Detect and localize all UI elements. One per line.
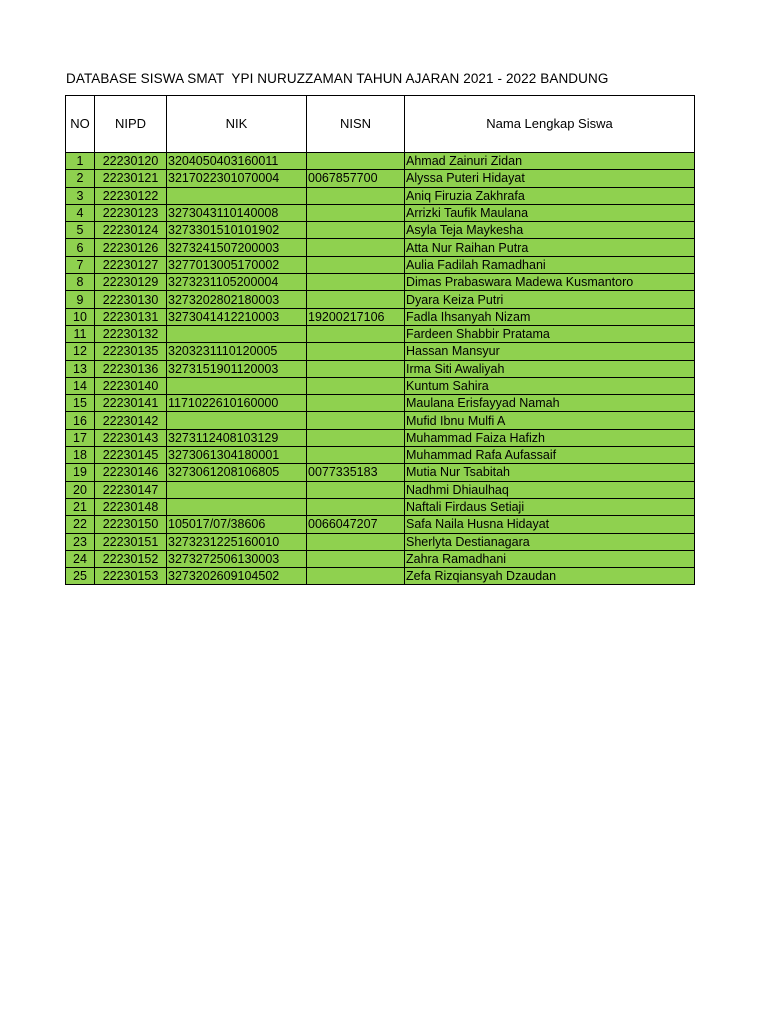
cell-nik: 3273041412210003 xyxy=(167,308,307,325)
cell-nipd: 22230135 xyxy=(95,343,167,360)
cell-nipd: 22230145 xyxy=(95,447,167,464)
cell-nipd: 22230143 xyxy=(95,429,167,446)
table-row xyxy=(66,464,695,481)
table-row xyxy=(66,308,695,325)
document-title: DATABASE SISWA SMAT YPI NURUZZAMAN TAHUN AJARAN 2021 - 2022 BANDUNG xyxy=(66,71,609,86)
cell-nipd: 22230129 xyxy=(95,274,167,291)
cell-nipd: 22230147 xyxy=(95,481,167,498)
cell-nik: 3273061208106805 xyxy=(167,464,307,481)
cell-nisn xyxy=(307,395,405,412)
cell-nik: 3203231110120005 xyxy=(167,343,307,360)
cell-no: 21 xyxy=(66,498,95,515)
cell-name: Fadla Ihsanyah Nizam xyxy=(405,308,695,325)
cell-name: Fardeen Shabbir Pratama xyxy=(405,325,695,342)
cell-nisn xyxy=(307,153,405,170)
cell-nisn xyxy=(307,550,405,567)
cell-nik: 3273202802180003 xyxy=(167,291,307,308)
cell-no: 17 xyxy=(66,429,95,446)
cell-no: 23 xyxy=(66,533,95,550)
cell-nik xyxy=(167,377,307,394)
cell-nisn xyxy=(307,447,405,464)
cell-nipd: 22230131 xyxy=(95,308,167,325)
table-row xyxy=(66,204,695,221)
cell-name: Dyara Keiza Putri xyxy=(405,291,695,308)
table-row xyxy=(66,325,695,342)
cell-no: 15 xyxy=(66,395,95,412)
cell-nik: 3204050403160011 xyxy=(167,153,307,170)
cell-nipd: 22230152 xyxy=(95,550,167,567)
cell-no: 18 xyxy=(66,447,95,464)
cell-nik: 3273231225160010 xyxy=(167,533,307,550)
cell-nipd: 22230130 xyxy=(95,291,167,308)
cell-nisn xyxy=(307,412,405,429)
cell-name: Asyla Teja Maykesha xyxy=(405,222,695,239)
cell-nisn: 0067857700 xyxy=(307,170,405,187)
cell-nisn xyxy=(307,204,405,221)
cell-nipd: 22230121 xyxy=(95,170,167,187)
cell-nisn xyxy=(307,533,405,550)
cell-no: 19 xyxy=(66,464,95,481)
cell-name: Muhammad Rafa Aufassaif xyxy=(405,447,695,464)
cell-name: Nadhmi Dhiaulhaq xyxy=(405,481,695,498)
cell-no: 20 xyxy=(66,481,95,498)
cell-name: Naftali Firdaus Setiaji xyxy=(405,498,695,515)
cell-name: Arrizki Taufik Maulana xyxy=(405,204,695,221)
cell-name: Aulia Fadilah Ramadhani xyxy=(405,256,695,273)
header-name: Nama Lengkap Siswa xyxy=(405,96,695,153)
cell-nisn xyxy=(307,256,405,273)
table-row xyxy=(66,187,695,204)
cell-name: Atta Nur Raihan Putra xyxy=(405,239,695,256)
cell-nipd: 22230122 xyxy=(95,187,167,204)
cell-name: Muhammad Faiza Hafizh xyxy=(405,429,695,446)
table-row xyxy=(66,256,695,273)
cell-name: Mutia Nur Tsabitah xyxy=(405,464,695,481)
cell-no: 9 xyxy=(66,291,95,308)
cell-nik: 3277013005170002 xyxy=(167,256,307,273)
cell-name: Safa Naila Husna Hidayat xyxy=(405,516,695,533)
table-row xyxy=(66,153,695,170)
table-row xyxy=(66,377,695,394)
cell-nik xyxy=(167,187,307,204)
table-row xyxy=(66,516,695,533)
header-nipd: NIPD xyxy=(95,96,167,153)
cell-nisn: 0066047207 xyxy=(307,516,405,533)
cell-name: Mufid Ibnu Mulfi A xyxy=(405,412,695,429)
cell-name: Ahmad Zainuri Zidan xyxy=(405,153,695,170)
cell-nisn: 19200217106 xyxy=(307,308,405,325)
cell-nipd: 22230141 xyxy=(95,395,167,412)
cell-nik xyxy=(167,498,307,515)
cell-no: 14 xyxy=(66,377,95,394)
cell-name: Hassan Mansyur xyxy=(405,343,695,360)
cell-nisn xyxy=(307,377,405,394)
cell-name: Aniq Firuzia Zakhrafa xyxy=(405,187,695,204)
cell-nisn xyxy=(307,187,405,204)
header-nik: NIK xyxy=(167,96,307,153)
cell-name: Irma Siti Awaliyah xyxy=(405,360,695,377)
cell-nipd: 22230120 xyxy=(95,153,167,170)
table-row xyxy=(66,343,695,360)
table-row xyxy=(66,395,695,412)
cell-nisn xyxy=(307,429,405,446)
cell-no: 13 xyxy=(66,360,95,377)
cell-name: Kuntum Sahira xyxy=(405,377,695,394)
cell-nisn xyxy=(307,498,405,515)
cell-nik xyxy=(167,412,307,429)
cell-no: 8 xyxy=(66,274,95,291)
table-row xyxy=(66,550,695,567)
table-row xyxy=(66,274,695,291)
cell-nik: 3273272506130003 xyxy=(167,550,307,567)
cell-no: 12 xyxy=(66,343,95,360)
cell-name: Maulana Erisfayyad Namah xyxy=(405,395,695,412)
cell-no: 24 xyxy=(66,550,95,567)
cell-nik: 3273061304180001 xyxy=(167,447,307,464)
cell-no: 22 xyxy=(66,516,95,533)
table-body xyxy=(66,153,695,585)
cell-nik: 3273151901120003 xyxy=(167,360,307,377)
cell-nisn xyxy=(307,343,405,360)
cell-no: 7 xyxy=(66,256,95,273)
cell-name: Zefa Rizqiansyah Dzaudan xyxy=(405,568,695,585)
cell-no: 2 xyxy=(66,170,95,187)
cell-no: 11 xyxy=(66,325,95,342)
student-table xyxy=(65,95,695,585)
cell-name: Zahra Ramadhani xyxy=(405,550,695,567)
cell-nisn xyxy=(307,568,405,585)
cell-nisn xyxy=(307,360,405,377)
cell-nik xyxy=(167,325,307,342)
cell-name: Dimas Prabaswara Madewa Kusmantoro xyxy=(405,274,695,291)
cell-nik: 3217022301070004 xyxy=(167,170,307,187)
cell-nipd: 22230153 xyxy=(95,568,167,585)
header-no: NO xyxy=(66,96,95,153)
table-row xyxy=(66,222,695,239)
cell-nik: 3273202609104502 xyxy=(167,568,307,585)
table-row xyxy=(66,360,695,377)
cell-no: 1 xyxy=(66,153,95,170)
cell-nik: 3273231105200004 xyxy=(167,274,307,291)
cell-nipd: 22230148 xyxy=(95,498,167,515)
cell-nik: 3273241507200003 xyxy=(167,239,307,256)
table-row xyxy=(66,291,695,308)
cell-nipd: 22230124 xyxy=(95,222,167,239)
table-row xyxy=(66,481,695,498)
table-row xyxy=(66,429,695,446)
header-nisn: NISN xyxy=(307,96,405,153)
cell-nipd: 22230126 xyxy=(95,239,167,256)
cell-name: Sherlyta Destianagara xyxy=(405,533,695,550)
cell-nik: 3273112408103129 xyxy=(167,429,307,446)
table-row xyxy=(66,239,695,256)
table-row xyxy=(66,447,695,464)
cell-no: 25 xyxy=(66,568,95,585)
cell-no: 16 xyxy=(66,412,95,429)
cell-nipd: 22230151 xyxy=(95,533,167,550)
cell-nisn xyxy=(307,291,405,308)
cell-nipd: 22230132 xyxy=(95,325,167,342)
cell-nik: 3273301510101902 xyxy=(167,222,307,239)
cell-nipd: 22230140 xyxy=(95,377,167,394)
table-row xyxy=(66,412,695,429)
cell-nisn xyxy=(307,274,405,291)
cell-nik: 105017/07/38606 xyxy=(167,516,307,533)
cell-nik xyxy=(167,481,307,498)
cell-nisn: 0077335183 xyxy=(307,464,405,481)
cell-nik: 3273043110140008 xyxy=(167,204,307,221)
cell-nipd: 22230127 xyxy=(95,256,167,273)
table-header-row xyxy=(66,96,695,153)
cell-no: 6 xyxy=(66,239,95,256)
cell-no: 5 xyxy=(66,222,95,239)
cell-nisn xyxy=(307,222,405,239)
cell-nisn xyxy=(307,239,405,256)
cell-nik: 1171022610160000 xyxy=(167,395,307,412)
cell-nipd: 22230150 xyxy=(95,516,167,533)
table-row xyxy=(66,568,695,585)
cell-no: 4 xyxy=(66,204,95,221)
cell-nipd: 22230123 xyxy=(95,204,167,221)
cell-no: 3 xyxy=(66,187,95,204)
table-row xyxy=(66,498,695,515)
cell-no: 10 xyxy=(66,308,95,325)
table-row xyxy=(66,170,695,187)
cell-name: Alyssa Puteri Hidayat xyxy=(405,170,695,187)
cell-nipd: 22230142 xyxy=(95,412,167,429)
cell-nisn xyxy=(307,481,405,498)
cell-nipd: 22230136 xyxy=(95,360,167,377)
cell-nisn xyxy=(307,325,405,342)
table-row xyxy=(66,533,695,550)
cell-nipd: 22230146 xyxy=(95,464,167,481)
